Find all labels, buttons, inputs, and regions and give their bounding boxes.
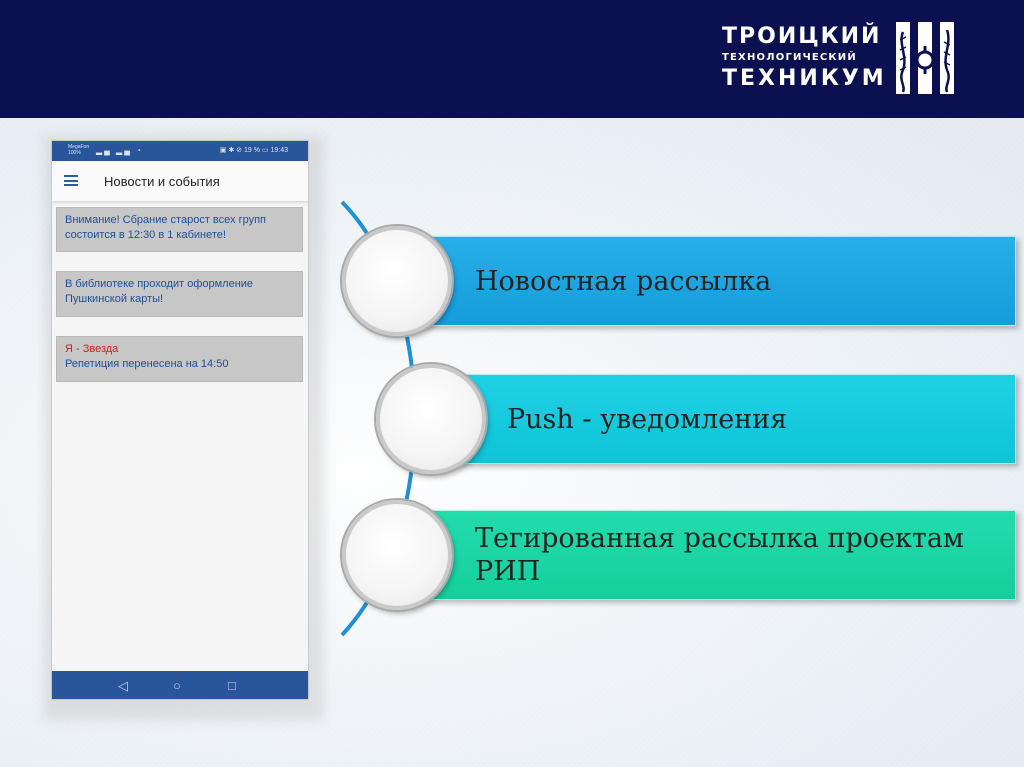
status-time: 19:43 [270, 147, 288, 154]
college-emblem-icon [894, 20, 956, 96]
logo-line-2: ТЕХНОЛОГИЧЕСКИЙ [722, 52, 857, 63]
battery-percent: 19 % [243, 147, 260, 154]
app-title: Новости и события [104, 174, 220, 189]
feature-bullet-circle [342, 500, 452, 610]
news-card[interactable] [56, 336, 303, 382]
signal-wifi-icons: ▂▄ ▂▄ ◔ [96, 146, 143, 155]
feature-item-label: Новостная рассылка [475, 265, 772, 297]
news-card[interactable] [56, 271, 303, 317]
phone-screenshot [51, 140, 309, 700]
feature-item [454, 374, 1016, 464]
feature-diagram [320, 190, 1024, 650]
hamburger-menu-icon[interactable] [64, 175, 78, 186]
news-card-text: Внимание! Сбрание старост всех групп состоится в 12:30 в 1 кабинете! [65, 214, 266, 241]
status-carrier: MegaFon 100% [68, 144, 90, 156]
android-nav-bar [52, 671, 309, 700]
logo-line-3: ТЕХНИКУМ [722, 66, 887, 91]
feature-item [418, 236, 1016, 326]
home-icon[interactable]: ○ [173, 678, 181, 693]
header [0, 0, 1024, 118]
feature-bullet-circle [376, 364, 486, 474]
recents-icon[interactable]: □ [228, 678, 236, 693]
news-card-highlight: Я - Звезда [65, 343, 119, 355]
feature-item-label: Push - уведомления [507, 403, 788, 435]
app-bar [52, 161, 309, 201]
status-bar [52, 141, 309, 161]
feature-item-label: Тегированная рассылка проектам РИП [475, 523, 964, 587]
logo-line-1: ТРОИЦКИЙ [722, 24, 882, 49]
battery-icon: ▭ [261, 147, 271, 154]
college-logo [722, 18, 962, 98]
status-icons: ▣ ✱ ⊘ [219, 147, 244, 154]
news-card-text: В библиотеке проходит оформление Пушкинской карты! [65, 278, 254, 305]
back-icon[interactable]: ◁ [118, 678, 128, 693]
feature-item [418, 510, 1016, 600]
news-card-text: Репетиция перенесена на 14:50 [65, 358, 229, 370]
feature-bullet-circle [342, 226, 452, 336]
news-card[interactable] [56, 207, 303, 252]
status-right [220, 146, 288, 154]
